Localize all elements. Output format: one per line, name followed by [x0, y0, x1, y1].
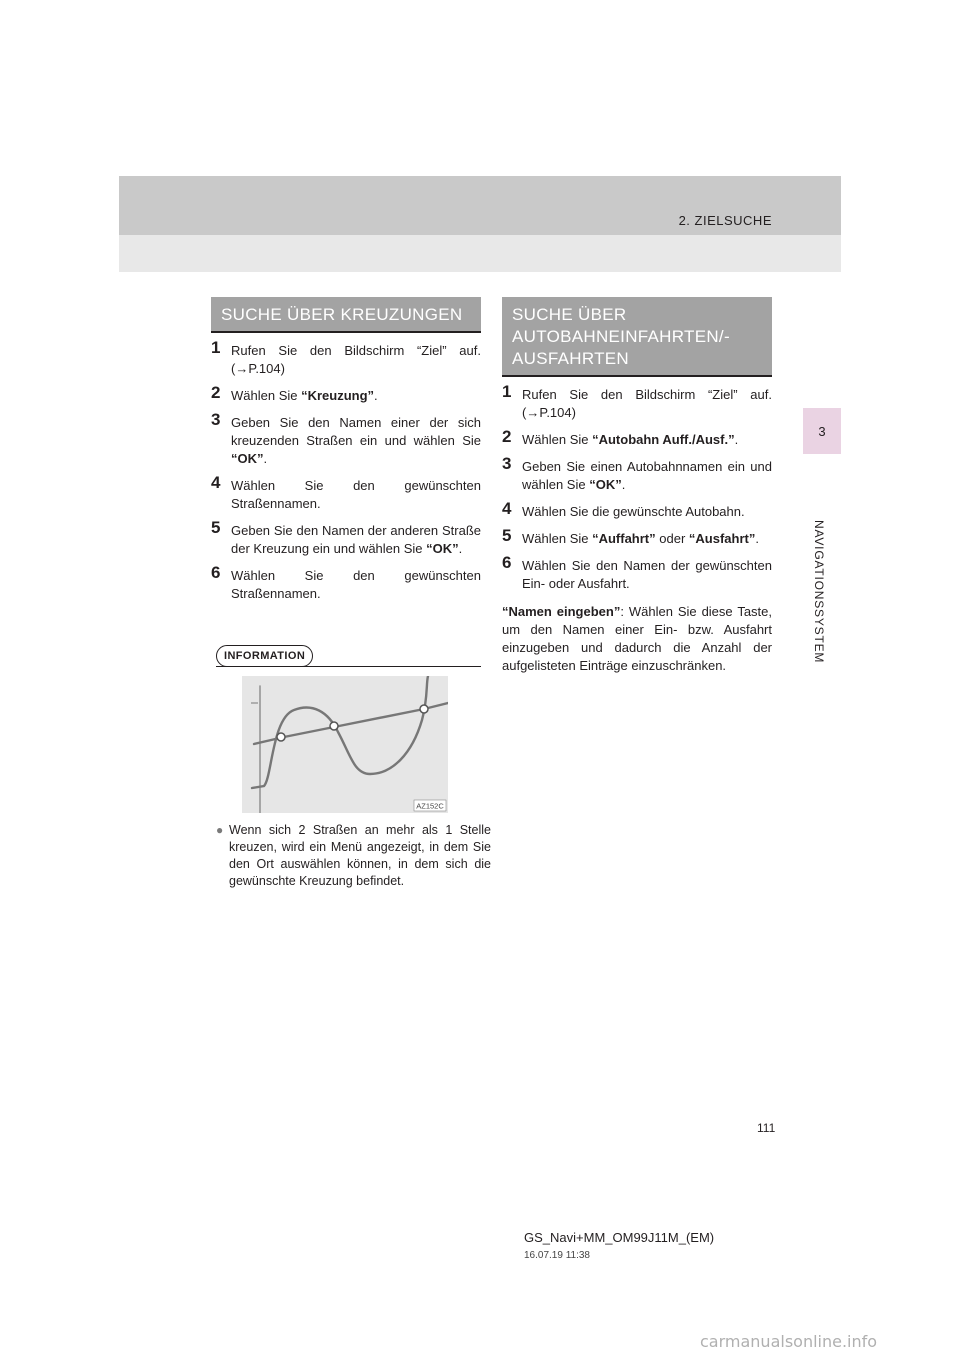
step-text: Rufen Sie den Bildschirm “Ziel” auf. (→P.104): [522, 387, 772, 420]
step-text: Wählen Sie den gewünschten Straßennamen.: [231, 568, 481, 601]
step-text: Geben Sie den Namen der anderen Straße der Kreuzung ein und wählen Sie: [231, 523, 481, 556]
step-keyword: “OK”: [589, 477, 622, 492]
bullet-icon: ●: [216, 823, 224, 837]
step-text: Wählen Sie den gewünschten Straßennamen.: [231, 478, 481, 511]
steps-kreuzungen: [211, 338, 481, 612]
step-item: [502, 553, 772, 593]
step-text: Wählen Sie die gewünschte Autobahn.: [522, 504, 745, 519]
step-item: [211, 563, 481, 603]
step-number: 2: [211, 383, 221, 402]
step-text: Wählen Sie den Namen der gewünschten Ein- oder Ausfahrt.: [522, 558, 772, 591]
step-number: 5: [502, 526, 512, 545]
information-badge: INFORMATION: [216, 645, 313, 667]
step-item: [502, 382, 772, 422]
step-item: [502, 526, 772, 548]
step-text-end: .: [734, 432, 739, 447]
step-text: Wählen Sie: [522, 531, 593, 546]
note-text: : Wählen Sie diese Taste, um den Namen einer Ein- bzw. Ausfahrt einzugeben und dadurch die Anzahl der aufgelisteten Einträge einzuschränken.: [502, 604, 773, 673]
footer-document-code: GS_Navi+MM_OM99J11M_(EM): [524, 1230, 715, 1245]
note-keyword: “Namen eingeben”: [502, 604, 621, 619]
step-number: 4: [502, 499, 512, 518]
step-text: Rufen Sie den Bildschirm “Ziel” auf. (→P.104): [231, 343, 481, 376]
step-keyword: “OK”: [231, 451, 264, 466]
step-number: 3: [211, 410, 221, 429]
intersection-illustration: [242, 676, 448, 813]
step-keyword: “OK”: [426, 541, 459, 556]
step-keyword: “Auffahrt”: [592, 531, 656, 546]
information-bullet: [216, 822, 491, 890]
step-text-end: .: [263, 451, 268, 466]
crossing-point-marker: [277, 733, 285, 741]
step-item: [502, 499, 772, 521]
step-text-end: .: [458, 541, 463, 556]
figure-code: AZ152C: [416, 801, 444, 811]
step-text-end: .: [621, 477, 626, 492]
step-item: [502, 427, 772, 449]
step-keyword: “Ausfahrt”: [688, 531, 756, 546]
crossing-point-marker: [420, 705, 428, 713]
step-text-end: .: [374, 388, 378, 403]
step-number: 1: [502, 382, 512, 401]
step-item: [211, 410, 481, 468]
step-number: 5: [211, 518, 221, 537]
chapter-tab-number: 3: [803, 408, 841, 454]
step-number: 6: [502, 553, 512, 572]
step-number: 2: [502, 427, 512, 446]
step-number: 3: [502, 454, 512, 473]
step-text: Wählen Sie: [231, 388, 302, 403]
section-heading-autobahn: SUCHE ÜBER AUTOBAHNEINFAHRTEN/-AUSFAHRTEN: [502, 297, 772, 377]
chapter-title: 2. ZIELSUCHE: [678, 213, 772, 228]
step-item: [502, 454, 772, 494]
watermark: carmanualsonline.info: [700, 1332, 878, 1351]
step-keyword: “Autobahn Auff./Ausf.”: [592, 432, 735, 447]
section-heading-kreuzungen: SUCHE ÜBER KREUZUNGEN: [211, 297, 481, 333]
step-number: 4: [211, 473, 221, 492]
step-text: Geben Sie den Namen einer der sich kreuzenden Straßen ein und wählen Sie: [231, 415, 481, 448]
step-text-mid: oder: [655, 531, 689, 546]
bullet-text: Wenn sich 2 Straßen an mehr als 1 Stelle kreuzen, wird ein Menü angezeigt, in dem Sie den Ort auswählen können, in dem sich die gewünschte Kreuzung befindet.: [229, 823, 491, 888]
page-number: 111: [757, 1121, 776, 1135]
namen-eingeben-note: [502, 603, 772, 675]
step-keyword: “Kreuzung”: [301, 388, 375, 403]
steps-autobahn: [502, 382, 772, 602]
step-item: [211, 473, 481, 513]
step-number: 1: [211, 338, 221, 357]
step-text: Wählen Sie: [522, 432, 593, 447]
step-item: [211, 338, 481, 378]
step-text: Geben Sie einen Autobahnnamen ein und wählen Sie: [522, 459, 772, 492]
step-item: [211, 518, 481, 558]
step-text-end: .: [755, 531, 759, 546]
footer-timestamp: 16.07.19 11:38: [524, 1250, 590, 1261]
step-number: 6: [211, 563, 221, 582]
crossing-point-marker: [330, 722, 338, 730]
chapter-tab-label: NAVIGATIONSSYSTEM: [812, 520, 826, 664]
step-item: [211, 383, 481, 405]
